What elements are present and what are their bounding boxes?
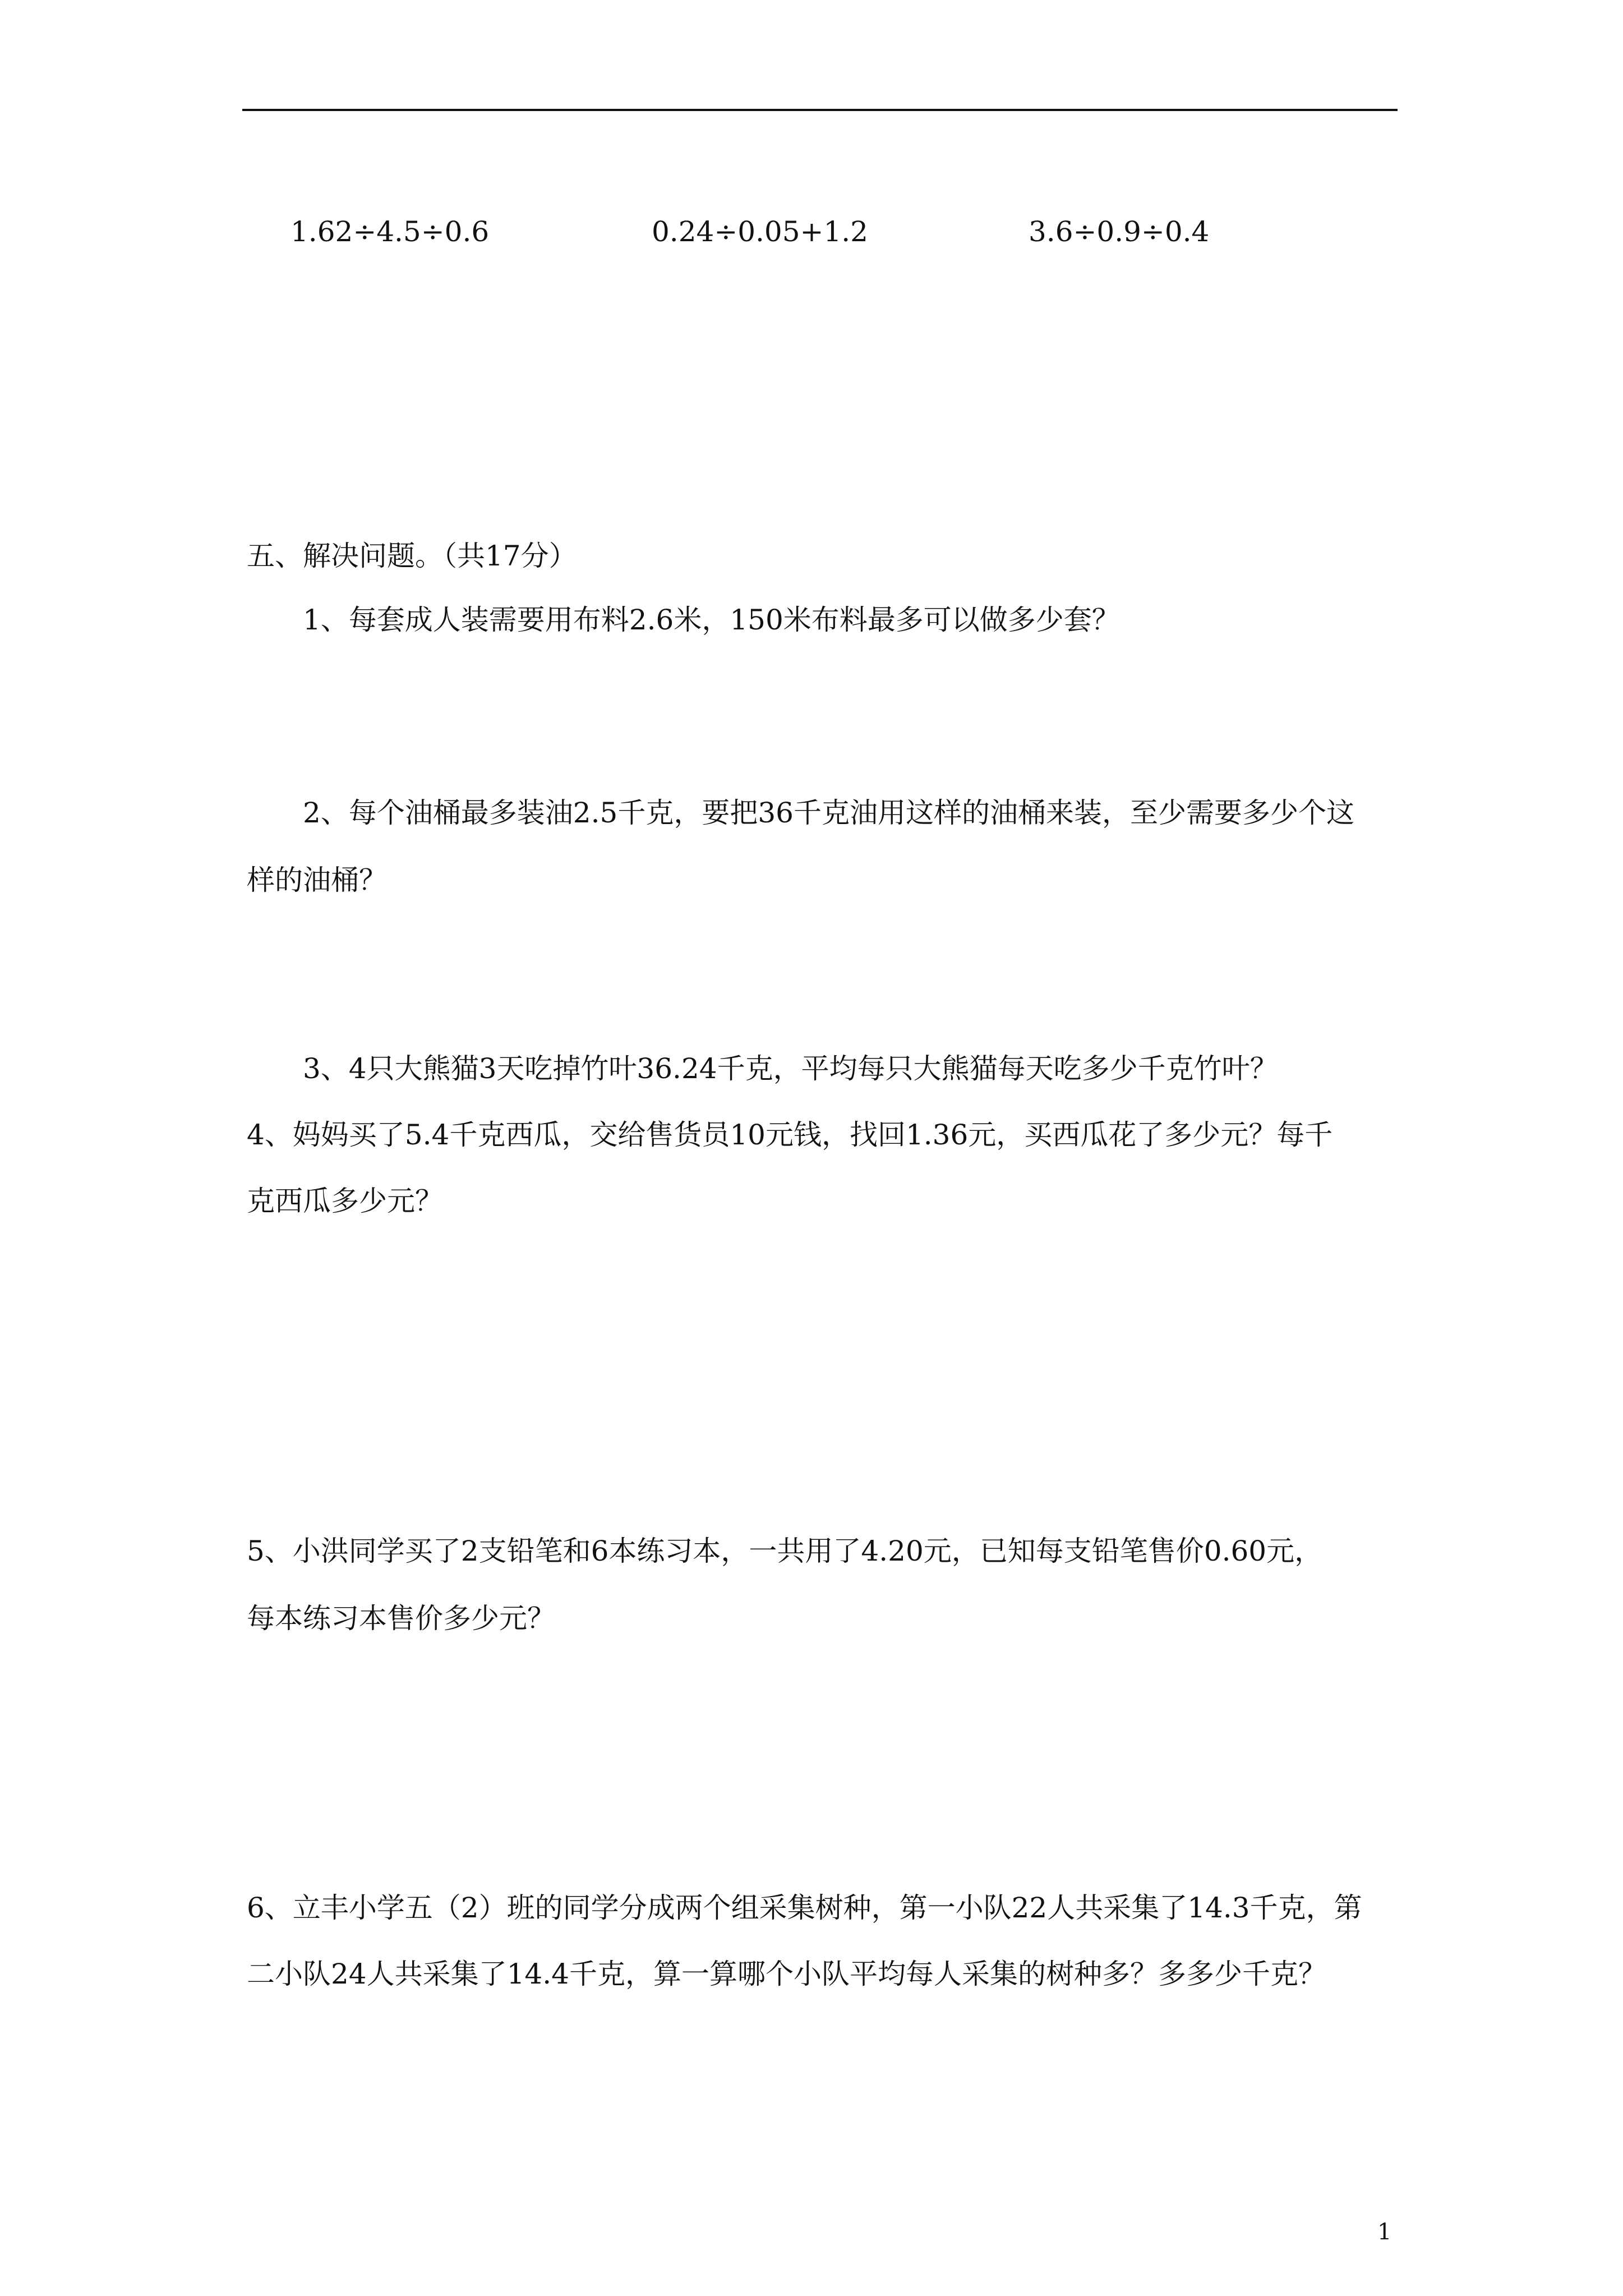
expression-1: 1.62÷4.5÷0.6 <box>291 215 490 248</box>
section-title: 五、解决问题。（共17分） <box>247 540 577 572</box>
problem-1: 1、每套成人装需要用布料2.6米，150米布料最多可以做多少套？ <box>303 604 1120 636</box>
problem-2-line-1: 2、每个油桶最多装油2.5千克，要把36千克油用这样的油桶来装，至少需要多少个这 <box>303 797 1354 829</box>
problem-2-line-2: 样的油桶？ <box>247 864 387 896</box>
problem-3: 3、4只大熊猫3天吃掉竹叶36.24千克，平均每只大熊猫每天吃多少千克竹叶？ <box>303 1052 1278 1085</box>
problem-5-line-1: 5、小洪同学买了2支铅笔和6本练习本，一共用了4.20元，已知每支铅笔售价0.60元， <box>247 1535 1323 1567</box>
problem-5-line-2: 每本练习本售价多少元？ <box>247 1602 555 1635</box>
header-rule <box>242 109 1398 111</box>
problem-6-line-1: 6、立丰小学五（2）班的同学分成两个组采集树种，第一小队22人共采集了14.3千克，第 <box>247 1892 1362 1924</box>
expression-3: 3.6÷0.9÷0.4 <box>1029 215 1210 248</box>
problem-4-line-2: 克西瓜多少元？ <box>247 1185 443 1217</box>
page-number: 1 <box>1377 2219 1392 2245</box>
problem-6-line-2: 二小队24人共采集了14.4千克，算一算哪个小队平均每人采集的树种多？多多少千克？ <box>247 1958 1326 1990</box>
expression-2: 0.24÷0.05+1.2 <box>652 215 868 248</box>
problem-4-line-1: 4、妈妈买了5.4千克西瓜，交给售货员10元钱，找回1.36元，买西瓜花了多少元？每千 <box>247 1119 1333 1151</box>
